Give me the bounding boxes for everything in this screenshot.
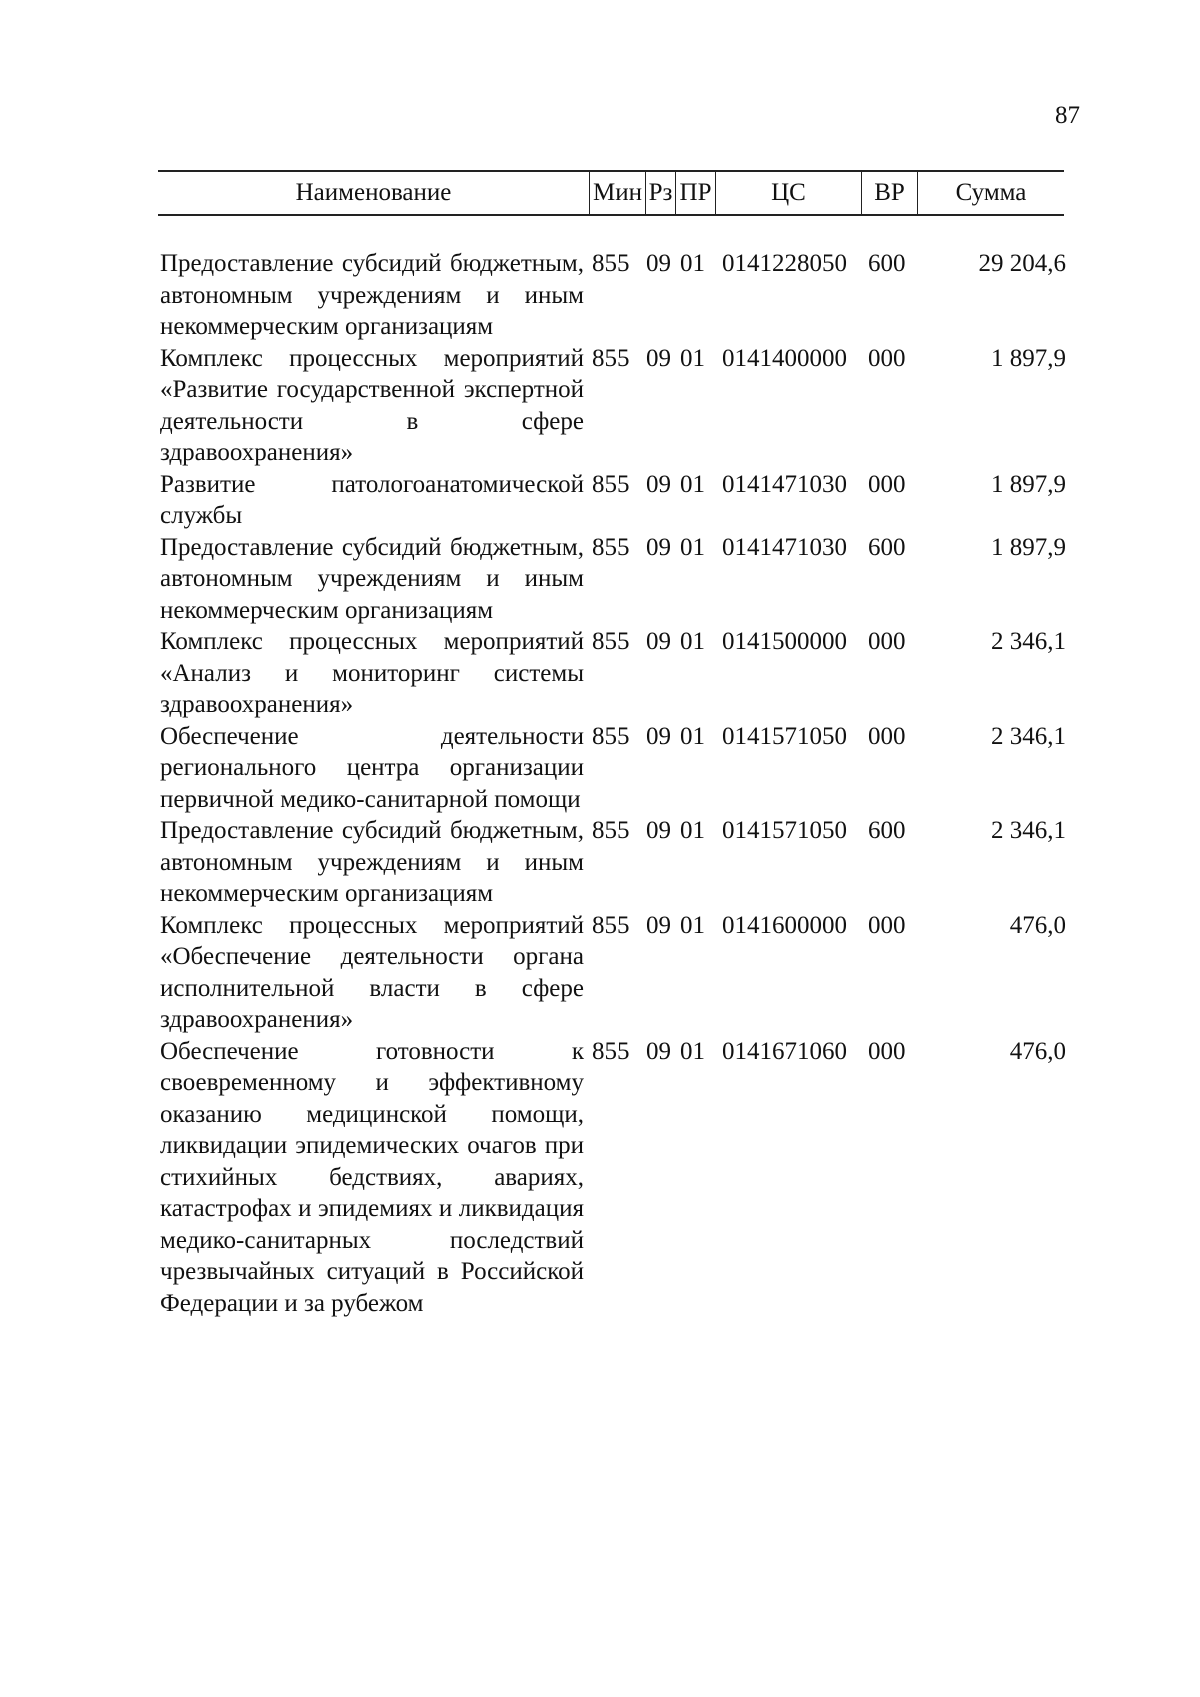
row-rz: 09 [646,911,671,939]
row-cs: 0141571050 [722,722,847,750]
header-min: Мин [590,172,646,214]
row-name: Обеспечение деятельности регионального центра организации первичной медико-санитарной помощи [160,722,584,813]
row-rz: 09 [646,470,671,498]
table-row [160,626,1066,721]
row-min: 855 [592,470,630,498]
row-pr: 01 [680,1037,705,1065]
table-header [158,170,1064,216]
row-vr: 600 [868,250,906,277]
row-vr: 600 [868,817,906,844]
row-min: 855 [592,722,630,750]
row-pr: 01 [680,533,705,561]
row-rz: 09 [646,817,671,844]
row-pr: 01 [680,722,705,750]
row-name: Обеспечение готовности к своевременному и эффективному оказанию медицинской помощи, ликвидации эпидемических очагов при стихийных бедствиях, авариях, катастрофах и эпидемиях и ликвидация медико-санитарных последствий чрезвычайных ситуаций в Российской Федерации и за рубежом [160,1037,584,1317]
table-row [160,815,1066,910]
row-pr: 01 [680,470,705,498]
row-cs: 0141471030 [722,470,847,498]
header-sum: Сумма [955,179,1027,206]
row-name: Предоставление субсидий бюджетным, автономным учреждениям и иным некоммерческим организациям [160,250,584,340]
row-vr: 000 [868,470,906,498]
row-name: Предоставление субсидий бюджетным, автономным учреждениям и иным некоммерческим организациям [160,533,584,624]
row-cs: 0141600000 [722,911,847,939]
table-row [160,1036,1066,1320]
row-name: Комплекс процессных мероприятий «Анализ и мониторинг системы здравоохранения» [160,628,584,718]
header-cs: ЦС [716,172,862,214]
row-cs: 0141671060 [722,1037,847,1065]
row-sum: 476,0 [1009,1037,1066,1065]
row-vr: 600 [868,533,906,561]
table-row [160,721,1066,816]
row-rz: 09 [646,250,671,277]
table-body [160,248,1066,1319]
row-sum: 29 204,6 [978,250,1066,277]
table-row [160,532,1066,627]
row-pr: 01 [680,344,705,372]
row-min: 855 [592,250,630,277]
row-cs: 0141471030 [722,533,847,561]
row-vr: 000 [868,344,906,372]
row-pr: 01 [680,628,705,655]
header-pr: ПР [676,172,716,214]
row-name: Комплекс процессных мероприятий «Развитие государственной экспертной деятельности в сфере здравоохранения» [160,344,584,466]
row-cs: 0141400000 [722,344,847,372]
table-row [160,910,1066,1036]
row-min: 855 [592,1037,630,1065]
page-number: 87 [1055,102,1080,129]
row-rz: 09 [646,344,671,372]
row-sum: 476,0 [1009,911,1066,939]
table-row [160,248,1066,343]
row-cs: 0141228050 [722,250,847,277]
row-vr: 000 [868,911,906,939]
row-min: 855 [592,533,630,561]
row-min: 855 [592,344,630,372]
row-sum: 1 897,9 [991,470,1066,498]
header-vr: ВР [862,172,918,214]
row-rz: 09 [646,533,671,561]
row-sum: 2 346,1 [991,628,1066,655]
header-rz: Рз [646,172,676,214]
row-sum: 1 897,9 [991,344,1066,372]
row-rz: 09 [646,722,671,750]
row-sum: 2 346,1 [991,722,1066,750]
row-name: Развитие патологоанатомической службы [160,470,584,529]
row-cs: 0141500000 [722,628,847,655]
row-min: 855 [592,911,630,939]
table-row [160,343,1066,469]
row-pr: 01 [680,817,705,844]
row-pr: 01 [680,250,705,277]
row-name: Предоставление субсидий бюджетным, автономным учреждениям и иным некоммерческим организациям [160,817,584,907]
row-rz: 09 [646,1037,671,1065]
row-vr: 000 [868,1037,906,1065]
row-name: Комплекс процессных мероприятий «Обеспечение деятельности органа исполнительной власти в сфере здравоохранения» [160,911,584,1033]
row-rz: 09 [646,628,671,655]
row-min: 855 [592,628,630,655]
row-vr: 000 [868,722,906,750]
row-min: 855 [592,817,630,844]
row-cs: 0141571050 [722,817,847,844]
row-vr: 000 [868,628,906,655]
header-name: Наименование [158,172,590,214]
row-pr: 01 [680,911,705,939]
row-sum: 2 346,1 [991,817,1066,844]
table-row [160,469,1066,532]
row-sum: 1 897,9 [991,533,1066,561]
